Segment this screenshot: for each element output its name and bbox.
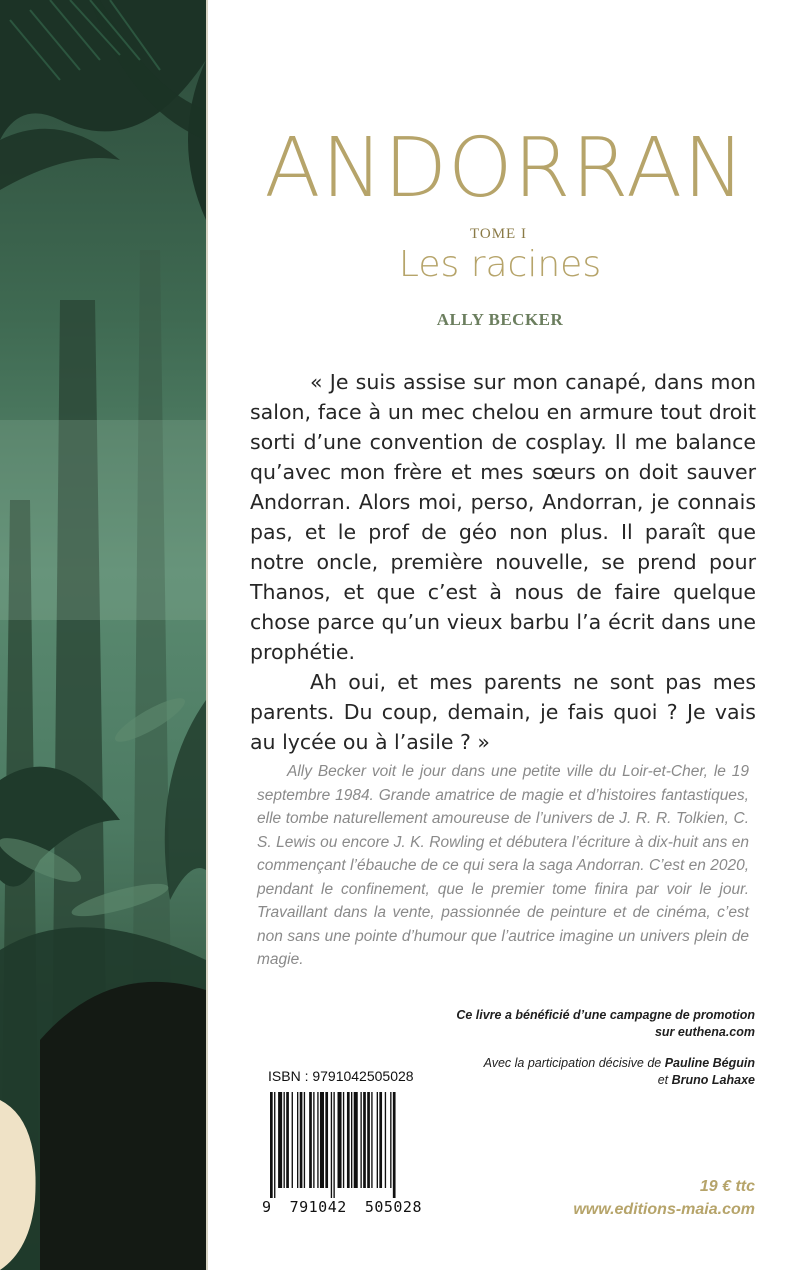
barcode-bar (313, 1092, 314, 1188)
promo-line: sur euthena.com (654, 1025, 755, 1039)
barcode-bar (351, 1092, 352, 1188)
bio-paragraph: Ally Becker voit le jour dans une petite ville du Loir-et-Cher, le 19 septembre 1984. Grande amatrice de magie et d’histoires fantastiques, elle tombe naturellement amoureuse de l’univers de J. R. R. Tolkien, C. S. Lewis ou encore J. K. Rowling et débutera l’écriture à dix-huit ans en commençant l’ébauche de ce qui sera la saga Andorran. C’est en 2020, pendant le confinement, que le premier tome finira par voir le jour. Travaillant dans la vente, passionnée de peinture et de cinéma, c’est non sans une pointe d’humour que l’autrice imagine un univers plein de magie. (257, 763, 749, 968)
barcode-digits (260, 1198, 424, 1216)
barcode-digits-left: 791042 (289, 1198, 347, 1216)
barcode-bar (274, 1092, 275, 1198)
barcode-bar (360, 1092, 361, 1188)
barcode-bar (278, 1092, 282, 1188)
barcode-bars (260, 1090, 424, 1198)
barcode-bar (354, 1092, 358, 1188)
barcode-bar (390, 1092, 391, 1188)
blurb-text (250, 367, 756, 757)
participation-credit (415, 1055, 755, 1089)
participation-and: et (657, 1073, 672, 1087)
barcode-bar (371, 1092, 372, 1188)
price: 19 € ttc (699, 1178, 755, 1195)
barcode-bar (320, 1092, 324, 1188)
barcode-bar (385, 1092, 386, 1188)
book-title: ANDORRAN (264, 121, 746, 216)
tome-label: TOME I (470, 226, 527, 242)
author-name: ALLY BECKER (436, 310, 564, 329)
book-subtitle: Les racines (398, 244, 602, 285)
barcode-digit-first: 9 (262, 1198, 272, 1216)
blurb-paragraph: « Je suis assise sur mon canapé, dans mon salon, face à un mec chelou en armure tout droit sorti d’une convention de cosplay. Il me balance qu’avec mon frère et mes sœurs on doit sauver Andorran. Alors moi, perso, Andorran, je connais pas, et le prof de géo non plus. Il paraît que notre oncle, première nouvelle, se prend pour Thanos, et que c’est à nous de faire quelque chose parce qu’un vieux barbu l’a écrit dans une prophétie. (250, 370, 756, 664)
barcode-bar (284, 1092, 285, 1188)
jungle-illustration (0, 0, 206, 1270)
participant-name: Pauline Béguin (664, 1056, 755, 1070)
barcode-bar (377, 1092, 378, 1188)
barcode-bar (297, 1092, 298, 1188)
barcode-bar (317, 1092, 318, 1188)
author-bio (257, 760, 749, 972)
spine-edge-line (206, 0, 208, 1270)
barcode-bar (393, 1092, 396, 1198)
participant-name: Bruno Lahaxe (671, 1073, 755, 1087)
barcode-bar (304, 1092, 305, 1188)
barcode-bar (367, 1092, 370, 1188)
barcode-bar (343, 1092, 344, 1188)
barcode-bar (286, 1092, 289, 1188)
participation-prefix: Avec la participation décisive de (483, 1056, 665, 1070)
barcode-bar (292, 1092, 293, 1188)
barcode-bar (363, 1092, 366, 1188)
barcode-bar (325, 1092, 328, 1188)
blurb-paragraph: Ah oui, et mes parents ne sont pas mes parents. Du coup, demain, je fais quoi ? Je vais au lycée ou à l’asile ? » (250, 670, 756, 754)
barcode-bar (347, 1092, 350, 1188)
isbn-label: ISBN : 9791042505028 (268, 1068, 414, 1084)
barcode-bar (300, 1092, 303, 1188)
barcode-bar (331, 1092, 332, 1198)
publisher-website: www.editions-maia.com (573, 1201, 755, 1218)
spine-artwork (0, 0, 206, 1270)
barcode-digits-right: 505028 (364, 1198, 422, 1216)
promo-credit (415, 1007, 755, 1041)
barcode-bar (338, 1092, 342, 1188)
barcode-bar (270, 1092, 273, 1198)
barcode-bar (309, 1092, 312, 1188)
barcode-bar (379, 1092, 382, 1188)
promo-line: Ce livre a bénéficié d’une campagne de promotion (456, 1008, 755, 1022)
barcode-bar (333, 1092, 334, 1198)
